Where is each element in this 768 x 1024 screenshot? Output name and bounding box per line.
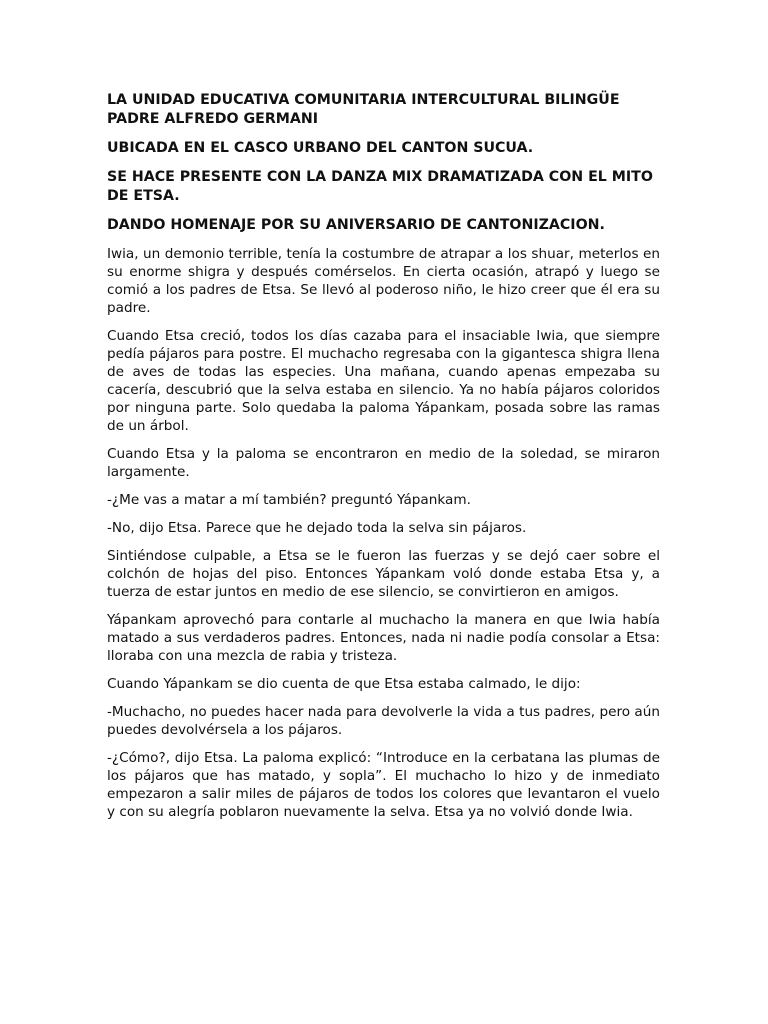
document-page: [107, 91, 660, 831]
heading-location: UBICADA EN EL CASCO URBANO DEL CANTON SUCUA.: [107, 140, 534, 156]
paragraph-3: Cuando Etsa y la paloma se encontraron en medio de la soledad, se miraron largamente.: [107, 446, 660, 480]
paragraph-5: -No, dijo Etsa. Parece que he dejado toda la selva sin pájaros.: [107, 520, 527, 536]
heading-presentation: SE HACE PRESENTE CON LA DANZA MIX DRAMATIZADA CON EL MITO DE ETSA.: [107, 169, 653, 204]
heading-school-name: LA UNIDAD EDUCATIVA COMUNITARIA INTERCULTURAL BILINGÜE PADRE ALFREDO GERMANI: [107, 92, 620, 127]
paragraph-8: Cuando Yápankam se dio cuenta de que Etsa estaba calmado, le dijo:: [107, 676, 581, 692]
paragraph-10: -¿Cómo?, dijo Etsa. La paloma explicó: “Introduce en la cerbatana las plumas de los pájaros que has matado, y sopla”. El muchacho lo hizo y de inmediato empezaron a salir miles de pájaros de todos los colores que levantaron el vuelo y con su alegría poblaron nuevamente la selva. Etsa ya no volvió donde Iwia.: [107, 750, 660, 820]
paragraph-7: Yápankam aprovechó para contarle al muchacho la manera en que Iwia había matado a sus verdaderos padres. Entonces, nada ni nadie podía consolar a Etsa: lloraba con una mezcla de rabia y tristeza.: [107, 612, 660, 664]
paragraph-1: Iwia, un demonio terrible, tenía la costumbre de atrapar a los shuar, meterlos en su enorme shigra y después comérselos. En cierta ocasión, atrapó y luego se comió a los padres de Etsa. Se llevó al poderoso niño, le hizo creer que él era su padre.: [107, 246, 660, 316]
paragraph-2: Cuando Etsa creció, todos los días cazaba para el insaciable Iwia, que siempre pedía pájaros para postre. El muchacho regresaba con la gigantesca shigra llena de aves de todas las especies. Una mañana, cuando apenas empezaba su cacería, descubrió que la selva estaba en silencio. Ya no había pájaros coloridos por ninguna parte. Solo quedaba la paloma Yápankam, posada sobre las ramas de un árbol.: [107, 328, 660, 434]
paragraph-9: -Muchacho, no puedes hacer nada para devolverle la vida a tus padres, pero aún puedes devolvérsela a los pájaros.: [107, 704, 660, 738]
heading-tribute: DANDO HOMENAJE POR SU ANIVERSARIO DE CANTONIZACION.: [107, 217, 605, 233]
paragraph-6: Sintiéndose culpable, a Etsa se le fueron las fuerzas y se dejó caer sobre el colchón de hojas del piso. Entonces Yápankam voló donde estaba Etsa y, a tuerza de estar juntos en medio de ese silencio, se convirtieron en amigos.: [107, 548, 660, 600]
paragraph-4: -¿Me vas a matar a mí también? preguntó Yápankam.: [107, 492, 471, 508]
